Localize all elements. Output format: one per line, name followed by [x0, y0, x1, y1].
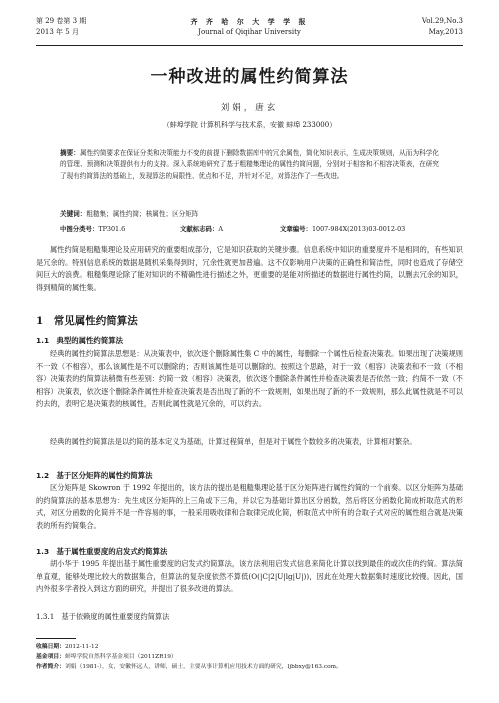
paper-title: 一种改进的属性约简算法 — [150, 67, 349, 87]
section-1-2-heading: 1.2 基于区分矩阵的属性约简算法 — [36, 471, 153, 480]
volume-issue: 第 29 卷第 3 期 — [36, 17, 87, 25]
footnote — [36, 642, 463, 672]
abstract-text: 属性约简要求在保证分类和决策能力不变的前提下删除数据库中的冗余属性，简化知识表示，生成决策规则，从而为科学化的管理、预测和决策提供有力的支持。深入系统地研究了基于粗糙集理论的属性约简问题，分别对于相容和不相容决策表，在研究了现有约简算法的基础上，发现算法的局限性、优点和不足，并针对不足，对算法作了一些改进。 — [60, 149, 440, 180]
article-meta — [60, 224, 439, 234]
section-1-1-para-1: 经典的属性约简算法思想是：从决策表中，依次逐个删除属性集 C 中的属性，每删除一个属性后检查决策表。如果出现了决策规则不一致（不相容），那么该属性是不可以删除的；否则该属性是可以删除的。按照这个思路，对于一致（相容）决策表和不一致（不相容）决策表的约简算法稍微有些差别：约简一致（相容）决策表，依次逐个删除条件属性并检查决策表是否依然一致；约简不一致（不相容）决策表，依次逐个删除条件属性并检查决策表是否出现了新的不一致规则，如果出现了新的不一致规则，那么此属性就是不可以约去的，表明它是决策表的核属性，否则此属性就是冗余的，可以约去。 — [36, 349, 463, 409]
volume-issue-en: Vol.29,No.3 — [421, 17, 463, 25]
keywords-label: 关键词： — [60, 210, 87, 218]
issue-date: 2013 年 5 月 — [36, 28, 79, 36]
section-1-2-para-1: 区分矩阵是 Skowron 于 1992 年提出的，该方法的提出是粗糙集理论基于区分矩阵进行属性约简的一个前奏。以区分矩阵为基础的约简算法的基本思想为：先生成区分矩阵的上三角或下三角，并以它为基础计算出区分函数，然后将区分函数化简成析取范式的形式，对区分函数的化简并不是一件容易的事，一般采用吸收律和合取律完成化简，析取范式中所有的合取子式对应的属性组合就是决策表的所有约简集合。 — [36, 483, 463, 530]
header-divider — [36, 45, 463, 46]
keywords-text: 粗糙集；属性约简；核属性；区分矩阵 — [86, 210, 199, 218]
header-center — [36, 16, 463, 38]
journal-header — [36, 16, 463, 46]
header-right — [422, 16, 463, 38]
section-1-3-para-1: 胡小华于 1995 年提出基于属性重要度的启发式约简算法，该方法利用启发式信息来简化计算以找到最佳的或次佳的约简。算法简单直观，能够处理比较大的数据集合，但算法的复杂度依然不算低(O(|C|2|U|lg|U|))，因此在处理大数据集时速度比较慢。因此，国内外很多学者投入到这方面的研究，并提出了很多改进的算法。 — [36, 559, 463, 594]
clc-number: 中图分类号：TP301.6 — [60, 225, 126, 233]
section-1-heading: 1 常见属性约简算法 — [36, 315, 138, 327]
document-code: 文献标志码：A — [180, 225, 223, 233]
abstract-label: 摘要： — [60, 149, 80, 157]
paper-authors: 刘娟，唐玄 — [220, 103, 279, 113]
section-1-1-para-2: 经典的属性约简算法是以约简的基本定义为基础，计算过程简单，但是对于属性个数较多的决策表，计算相对繁杂。 — [50, 437, 417, 446]
section-1-1-heading: 1.1 典型的属性约简算法 — [36, 336, 123, 345]
article-id: 文章编号：1007-984X(2013)03-0012-03 — [280, 225, 406, 233]
section-1-3-1-heading: 1.3.1 基于依赖度的属性重要度约简算法 — [36, 612, 170, 621]
abstract — [60, 148, 439, 182]
issue-date-en: May,2013 — [428, 28, 463, 36]
journal-name-en: Journal of Qiqihar University — [198, 28, 301, 36]
keywords — [60, 208, 439, 218]
journal-name-cn: 齐 齐 哈 尔 大 学 学 报 — [190, 17, 309, 26]
intro-paragraph: 属性约简是粗糙集理论及应用研究的重要组成部分，它是知识获取的关键步骤。信息系统中知识的重要度并不是相同的，有些知识是冗余的。特别信息系统的数据是随机采集得到时，冗余性就更加普遍。这不仅影响用户决策的正确性和简洁性，同时也造成了存储空间巨大的浪费。粗糙集理论除了能对知识的不精确性进行描述之外，更重要的是能对所描述的数据进行属性约简，以删去冗余的知识，得到精简的属性集。 — [36, 245, 463, 292]
paper-affiliation: （蚌埠学院 计算机科学与技术系，安徽 蚌埠 233000） — [162, 121, 337, 129]
footnote-fund: 基金项目：蚌埠学院自然科学基金项目（2011ZR19） — [36, 654, 177, 660]
section-1-3-heading: 1.3 基于属性重要度的启发式约简算法 — [36, 547, 168, 556]
footnote-divider — [36, 638, 76, 639]
footnote-author: 作者简介：刘娟（1981-），女，安徽怀远人，讲师，硕士，主要从事计算机应用技术方面的研究，ljbbxy@163.com。 — [36, 664, 342, 670]
footnote-received: 收稿日期：2012-11-12 — [36, 644, 99, 650]
